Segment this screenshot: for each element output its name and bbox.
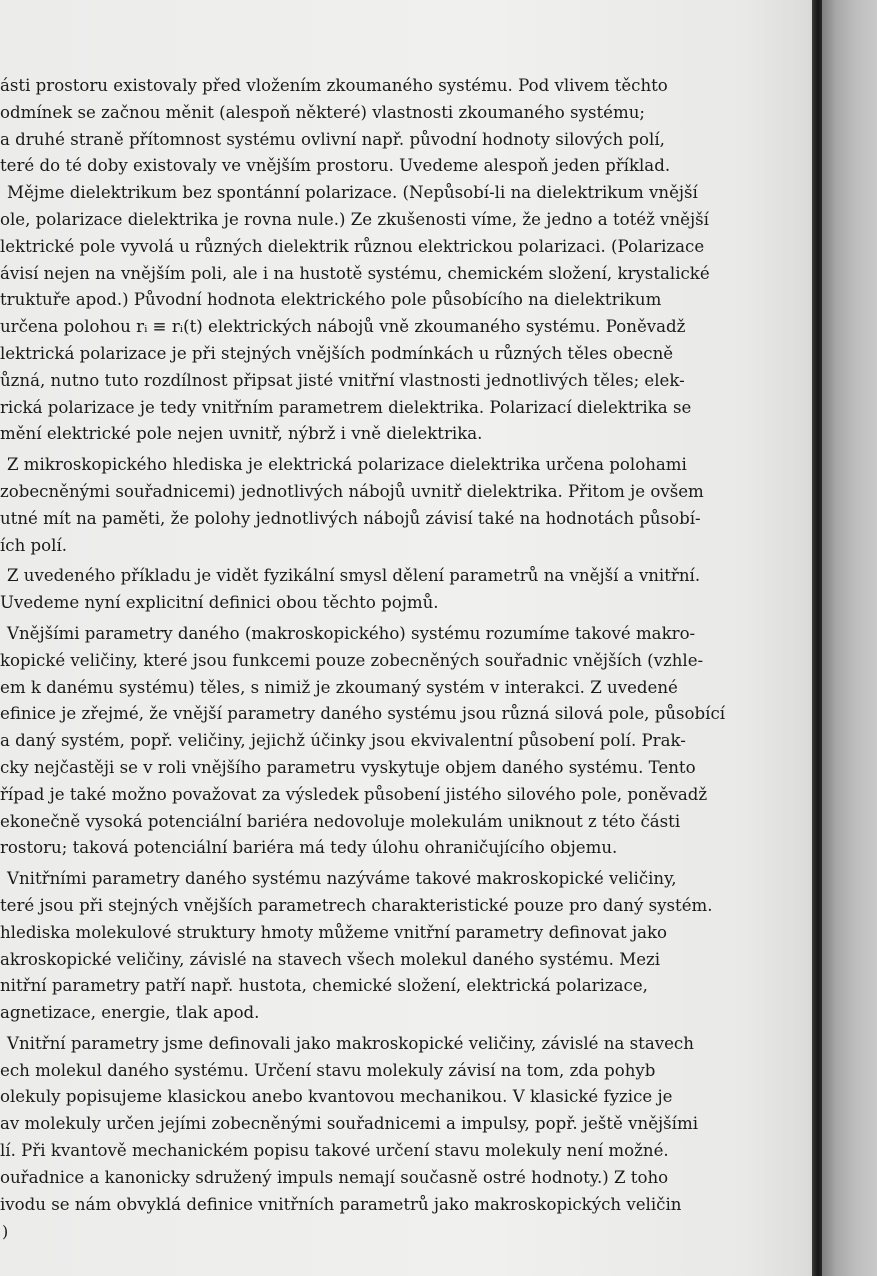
text-line: utné mít na paměti, že polohy jednotlivých nábojů závisí také na hodnotách působí- xyxy=(0,508,701,528)
text-line: Uvedeme nyní explicitní definici obou těchto pojmů. xyxy=(0,593,439,613)
text-line: truktuře apod.) Původní hodnota elektrického pole působícího na dielektrikum xyxy=(0,290,662,310)
text-line: lektrické pole vyvolá u různých dielektrik různou elektrickou polarizaci. (Polarizace xyxy=(0,236,705,256)
text-line: cky nejčastěji se v roli vnějšího parametru vyskytuje objem daného systému. Tento xyxy=(0,757,696,777)
text-line: agnetizace, energie, tlak apod. xyxy=(0,1003,260,1023)
text-line: Z mikroskopického hlediska je elektrická polarizace dielektrika určena polohami xyxy=(7,455,687,475)
text-line: hlediska molekulové struktury hmoty můžeme vnitřní parametry definovat jako xyxy=(0,922,668,942)
text-line: em k danému systému) těles, s nimiž je zkoumaný systém v interakci. Z uvedené xyxy=(0,677,678,697)
text-line: ůzná, nutno tuto rozdílnost připsat jisté vnitřní vlastnosti jednotlivých těles; elek- xyxy=(0,370,685,390)
text-line: rostoru; taková potenciální bariéra má tedy úlohu ohraničujícího objemu. xyxy=(0,838,618,858)
text-line: ouřadnice a kanonicky sdružený impuls nemají současně ostré hodnoty.) Z toho xyxy=(0,1167,669,1187)
text-line: efinice je zřejmé, že vnější parametry daného systému jsou různá silová pole, působící xyxy=(0,704,726,724)
text-line: lektrická polarizace je při stejných vnějších podmínkách u různých těles obecně xyxy=(0,343,674,363)
paragraph-3 xyxy=(0,563,740,617)
text-line: ekonečně vysoká potenciální bariéra nedovoluje molekulám uniknout z této části xyxy=(0,811,681,831)
text-line: určena polohou rᵢ ≡ rᵢ(t) elektrických nábojů vně zkoumaného systému. Poněvadž xyxy=(0,317,686,337)
text-line: kopické veličiny, které jsou funkcemi pouze zobecněných souřadnic vnějších (vzhle- xyxy=(0,650,704,670)
page-edge xyxy=(822,0,877,1276)
text-line: odmínek se začnou měnit (alespoň některé) vlastnosti zkoumaného systému; xyxy=(0,102,645,122)
text-line: nitřní parametry patří např. hustota, chemické složení, elektrická polarizace, xyxy=(0,976,648,996)
text-line: Vnitřními parametry daného systému nazýváme takové makroskopické veličiny, xyxy=(7,869,677,889)
text-line: mění elektrické pole nejen uvnitř, nýbrž i vně dielektrika. xyxy=(0,424,483,444)
page-text xyxy=(0,73,740,1218)
text-line: teré jsou při stejných vnějších parametrech charakteristické pouze pro daný systém. xyxy=(0,895,713,915)
text-line: lí. Při kvantově mechanickém popisu takové určení stavu molekuly není možné. xyxy=(0,1141,669,1161)
text-line: řípad je také možno považovat za výsledek působení jistého silového pole, poněvadž xyxy=(0,784,708,804)
text-line: Vnitřní parametry jsme definovali jako makroskopické veličiny, závislé na stavech xyxy=(7,1033,694,1053)
book-spine-shadow xyxy=(812,0,822,1276)
text-line: teré do té doby existovaly ve vnějším prostoru. Uvedeme alespoň jeden příklad. xyxy=(0,156,671,176)
paragraph-1 xyxy=(0,73,740,448)
text-line: ole, polarizace dielektrika je rovna nule.) Ze zkušenosti víme, že jedno a totéž vnější xyxy=(0,209,709,229)
margin-mark: ) xyxy=(2,1222,9,1241)
text-line: a daný systém, popř. veličiny, jejichž účinky jsou ekvivalentní působení polí. Prak- xyxy=(0,731,686,751)
text-line: akroskopické veličiny, závislé na stavech všech molekul daného systému. Mezi xyxy=(0,949,661,969)
text-line: ech molekul daného systému. Určení stavu molekuly závisí na tom, zda pohyb xyxy=(0,1060,656,1080)
paragraph-5 xyxy=(0,866,740,1027)
text-line: rická polarizace je tedy vnitřním parametrem dielektrika. Polarizací dielektrika se xyxy=(0,397,692,417)
text-line: ivodu se nám obvyklá definice vnitřních parametrů jako makroskopických veličin xyxy=(0,1194,682,1214)
paragraph-4 xyxy=(0,621,740,862)
text-line: olekuly popisujeme klasickou anebo kvantovou mechanikou. V klasické fyzice je xyxy=(0,1087,673,1107)
text-line: ásti prostoru existovaly před vložením zkoumaného systému. Pod vlivem těchto xyxy=(0,76,668,95)
text-line: ích polí. xyxy=(0,535,68,555)
text-line: Z uvedeného příkladu je vidět fyzikální smysl dělení parametrů na vnější a vnitřní. xyxy=(7,566,701,586)
text-line: av molekuly určen jejími zobecněnými souřadnicemi a impulsy, popř. ještě vnějšími xyxy=(0,1114,699,1134)
text-line: a druhé straně přítomnost systému ovlivní např. původní hodnoty silových polí, xyxy=(0,129,665,149)
paragraph-6 xyxy=(0,1031,740,1219)
text-line: Mějme dielektrikum bez spontánní polarizace. (Nepůsobí-li na dielektrikum vnější xyxy=(7,183,698,203)
text-line: ávisí nejen na vnějším poli, ale i na hustotě systému, chemickém složení, krystalické xyxy=(0,263,710,283)
paragraph-2 xyxy=(0,452,740,559)
text-line: zobecněnými souřadnicemi) jednotlivých nábojů uvnitř dielektrika. Přitom je ovšem xyxy=(0,481,704,501)
text-line: Vnějšími parametry daného (makroskopického) systému rozumíme takové makro- xyxy=(7,623,696,643)
